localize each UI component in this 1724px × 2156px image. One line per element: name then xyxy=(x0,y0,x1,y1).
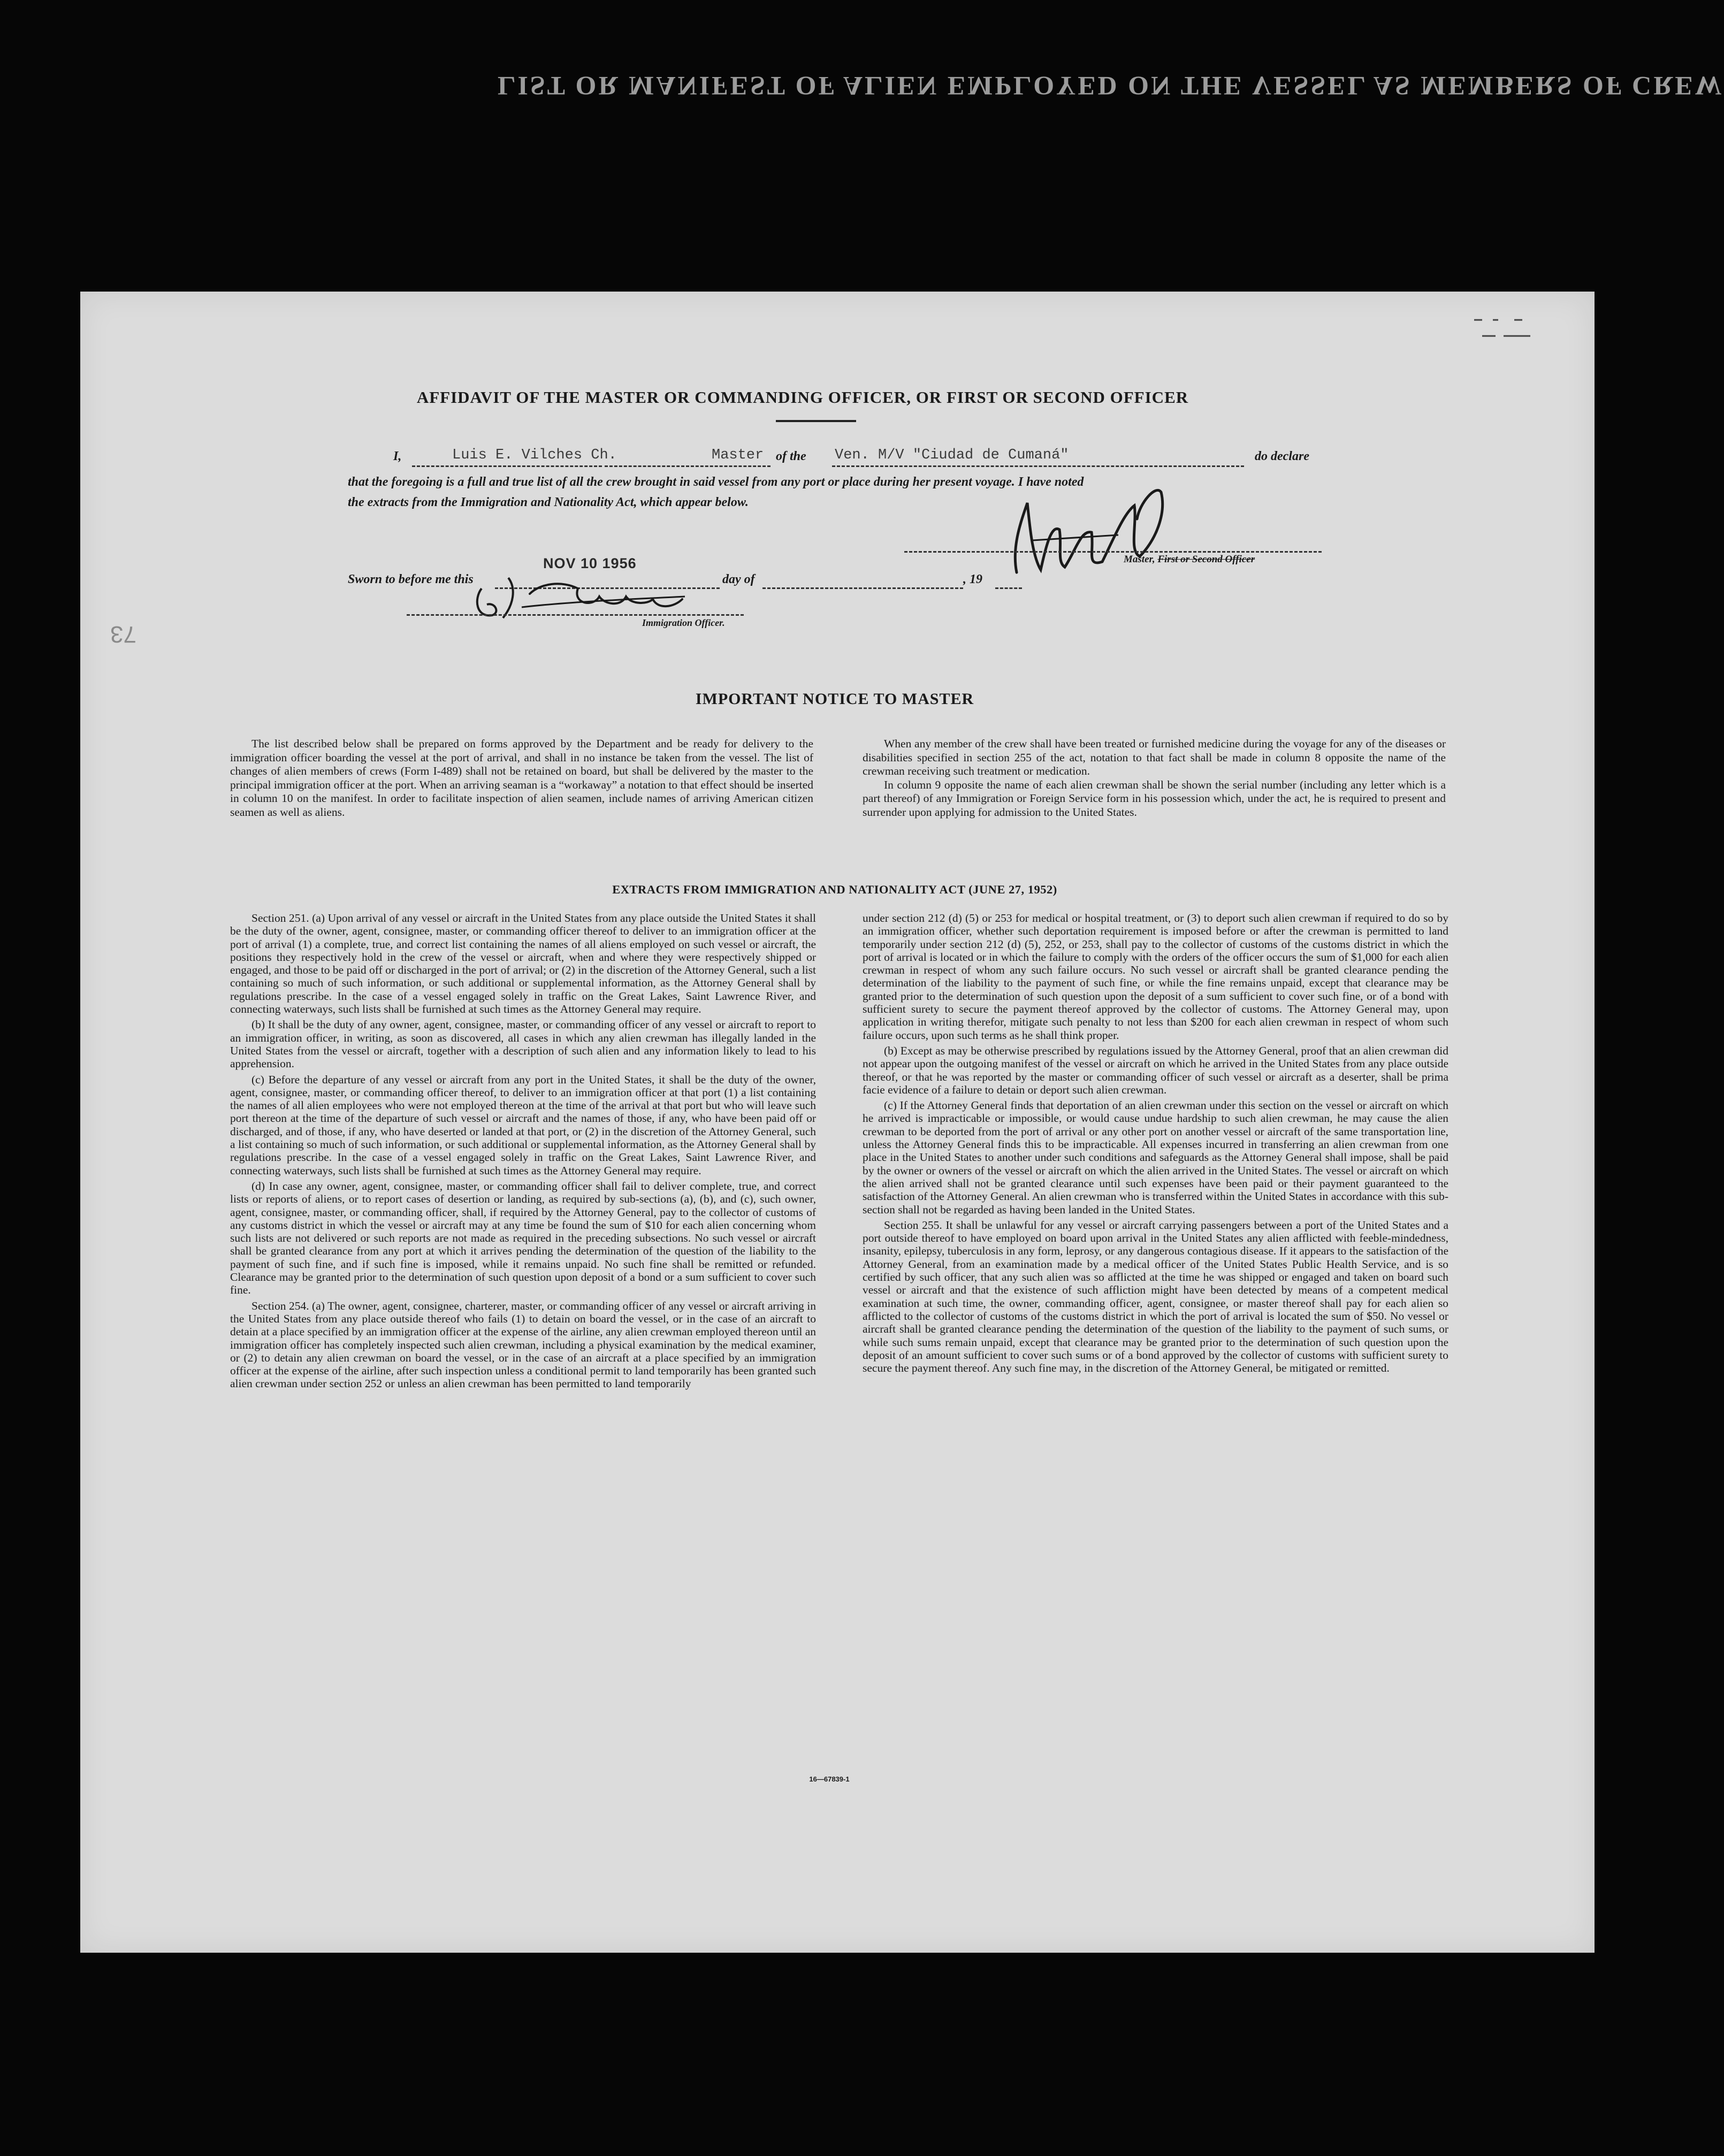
extracts-left-column xyxy=(230,912,816,1757)
statute-paragraph: Section 254. (a) The owner, agent, consignee, charterer, master, or commanding officer of any vessel or aircraft arriving in the United States from any place outside thereof who fails (1) to detain on board the vessel, or in the case of an aircraft to detain at a place specified by an immigration officer at the expense of the airline, any alien crewman employed thereon until an immigration officer has completely inspected such alien crewman, including a physical examination by the medical examiner, or (2) to detain any alien crewman on board the vessel, or in the case of an aircraft at a place specified by an immigration officer at the expense of the airline, after such inspection unless a conditional permit to land temporarily has been granted such alien crewman under section 252 or unless an alien crewman has been permitted to land temporarily xyxy=(230,1299,816,1390)
statement-line-1: that the foregoing is a full and true list of all the crew brought in said vessel from any port or place during her present voyage. I have noted xyxy=(348,475,1084,489)
declare-label: do declare xyxy=(1255,449,1309,463)
notice-left-column xyxy=(230,737,813,819)
master-caption: Master, First or Second Officer xyxy=(1124,554,1255,565)
i-label: I, xyxy=(393,449,402,463)
name-line xyxy=(412,465,602,467)
statement-line-2: the extracts from the Immigration and Nationality Act, which appear below. xyxy=(348,495,749,509)
month-line xyxy=(762,587,963,589)
notice-paragraph: The list described below shall be prepared on forms approved by the Department and be ready for delivery to the immigration officer boarding the vessel at the port of arrival, and shall in no instance be taken from the vessel. The list of changes of alien members of crews (Form I-489) shall not be retained on board, but shall be delivered by the master to the principal immigration officer at the port. When an arriving seaman is a “workaway” a notation to that effect should be inserted in column 10 on the manifest. In order to facilitate inspection of alien seamen, include names of arriving American citizen seamen as well as aliens. xyxy=(230,737,813,819)
sworn-label: Sworn to before me this xyxy=(348,572,474,586)
statute-paragraph: (d) In case any owner, agent, consignee, master, or commanding officer shall fail to deliver complete, true, and correct lists or reports of aliens, or to report cases of desertion or landing, as required by sub-sections (a), (b), and (c), such owner, agent, consignee, master, or commanding officer, shall, if required by the Attorney General, pay to the collector of customs of any customs district in which the vessel or aircraft may at any time be found the sum of $10 for each alien concerning whom such lists are not delivered or such reports are not made as required in the preceding subsections. No such vessel or aircraft shall be granted clearance from any port at which it arrives pending the determination of the question of the liability to the payment of such fine, and if such fine is imposed, while it remains unpaid. No such fine shall be remitted or refunded. Clearance may be granted prior to the determination of such question upon deposit of a bond or a sum sufficient to cover such fine. xyxy=(230,1179,816,1297)
extracts-right-column xyxy=(863,912,1448,1757)
bleed-through-header: LIST OR MANIFEST OF ALIEN EMPLOYED ON THE VESSEL AS MEMBERS OF CREW xyxy=(498,71,1724,101)
master-signature-line xyxy=(904,551,1322,553)
master-name-field: Luis E. Vilches Ch. xyxy=(452,447,617,463)
vessel-line xyxy=(832,465,1244,467)
master-signature xyxy=(1001,481,1193,588)
notice-paragraph: When any member of the crew shall have been treated or furnished medicine during the voyage for any of the diseases or disabilities specified in section 255 of the act, notation to that fact shall be made in column 8 opposite the name of the crewman receiving such treatment or medication. xyxy=(863,737,1446,777)
immigration-officer-caption: Immigration Officer. xyxy=(642,617,725,628)
notice-title: IMPORTANT NOTICE TO MASTER xyxy=(695,690,974,708)
statute-paragraph: (c) Before the departure of any vessel or aircraft from any port in the United States, it shall be the duty of the owner, agent, consignee, master, or commanding officer thereof, to deliver to an immigration officer at that port (1) a list containing the names of all alien employees who were not employed thereon at the time of the arrival at that port but who will leave such port thereon at the time of the departure of such vessel or aircraft and the names of those, if any, who have been paid off or discharged, and of those, if any, who have deserted or landed at that port, or (2) in the discretion of the Attorney General, such a list containing so much of such information, or such additional or supplemental information, as the Attorney General shall by regulations prescribe. In the case of a vessel engaged solely in traffic on the Great Lakes, Saint Lawrence River, and connecting waterways, such lists shall be furnished at such times as the Attorney General may require. xyxy=(230,1073,816,1177)
margin-annotation: 73 xyxy=(110,621,136,647)
affidavit-title: AFFIDAVIT OF THE MASTER OR COMMANDING OFFICER, OR FIRST OR SECOND OFFICER xyxy=(416,388,1189,407)
form-number: 16—67839-1 xyxy=(809,1775,850,1783)
immigration-officer-line xyxy=(407,614,744,616)
statute-paragraph: Section 255. It shall be unlawful for any vessel or aircraft carrying passengers between a port of the United States and a port outside thereof to have employed on board upon arrival in the United States any alien afflicted with feeble-mindedness, insanity, epilepsy, tuberculosis in any form, leprosy, or any dangerous contagious disease. If it appears to the satisfaction of the Attorney General, from an examination made by a medical officer of the United States Public Health Service, and is so certified by such officer, that any such alien was so afflicted at the time he was shipped or engaged and taken on board such vessel or aircraft and that the existence of such affliction might have been detected by means of a competent medical examination at such time, the owner, commanding officer, agent, consignee, or master thereof shall pay for each alien so afflicted to the collector of customs of the customs district in which the port of arrival is located the sum of $50. No vessel or aircraft shall be granted clearance pending the determination of the question of the liability to the payment of such sums, or while such sums remain unpaid, except that clearance may be granted prior to the determination of such question upon the deposit of an amount sufficient to cover such sums or of a bond approved by the collector of customs with sufficient surety to secure the payment thereof. Any such fine may, in the discretion of the Attorney General, be mitigated or remitted. xyxy=(863,1218,1448,1375)
rank-field: Master xyxy=(712,447,764,463)
corner-marks xyxy=(1471,316,1541,342)
of-the-label: of the xyxy=(776,449,806,463)
extracts-title: EXTRACTS FROM IMMIGRATION AND NATIONALITY ACT (JUNE 27, 1952) xyxy=(612,883,1057,896)
statute-paragraph: (b) It shall be the duty of any owner, agent, consignee, master, or commanding officer of any vessel or aircraft to report to an immigration officer, in writing, as soon as discovered, all cases in which any alien crewman has illegally landed in the United States from the vessel or aircraft, together with a description of such alien and any information likely to lead to his apprehension. xyxy=(230,1018,816,1071)
title-rule xyxy=(776,420,856,422)
day-of-label: day of xyxy=(722,572,755,586)
statute-paragraph: (c) If the Attorney General finds that deportation of an alien crewman under this section on the vessel or aircraft on which he arrived is impracticable or impossible, or would cause undue hardship to such alien crewman, he may cause the alien crewman to be deported from the port of arrival or any other port on another vessel or aircraft of the same transportation line, unless the Attorney General finds this to be impracticable. All expenses incurred in transferring an alien crewman from one place in the United States to another under such conditions and safeguards as the Attorney General shall impose, shall be paid by the owner or owners of the vessel or aircraft on which the alien arrived in the United States. The vessel or aircraft on which the alien arrived shall not be granted clearance until such expenses have been paid or their payment guaranteed to the satisfaction of the Attorney General. An alien crewman who is transferred within the United States in accordance with this sub-section shall not be regarded as having been landed in the United States. xyxy=(863,1099,1448,1216)
statute-paragraph: (b) Except as may be otherwise prescribed by regulations issued by the Attorney General, proof that an alien crewman did not appear upon the outgoing manifest of the vessel or aircraft on which he arrived in the United States from any place outside thereof, or that he was reported by the master or commanding officer of such vessel or aircraft as a deserter, shall be prima facie evidence of a failure to detain or deport such alien crewman. xyxy=(863,1044,1448,1096)
notice-paragraph: In column 9 opposite the name of each alien crewman shall be shown the serial number (including any letter which is a part thereof) of any Immigration or Foreign Service form in his possession which, under the act, he is required to present and surrender upon applying for admission to the United States. xyxy=(863,778,1446,819)
date-stamp: NOV 10 1956 xyxy=(543,555,637,571)
statute-paragraph: under section 212 (d) (5) or 253 for medical or hospital treatment, or (3) to deport such alien crewman if required to do so by an immigration officer, whether such deportation requirement is imposed before or after the crewman is permitted to land temporarily under section 212 (d) (5), 252, or 253, shall pay to the collector of customs of the customs district in which the port of arrival is located or in which the failure to comply with the orders of the officer occurs the sum of $1,000 for each alien crewman in respect of whom any such failure occurs. No such vessel or aircraft shall be granted clearance pending the determination of the liability to the payment of such fine, or while the fine remains unpaid, except that clearance may be granted prior to the determination of such question upon the deposit of a sum sufficient to cover such fine, or of a bond with sufficient surety to secure the payment thereof approved by the collector of customs. The Attorney General may, upon application in writing therefor, mitigate such penalty to not less than $200 for each alien crewman in respect of whom such failure occurs, upon such terms as he shall think proper. xyxy=(863,912,1448,1042)
rank-line xyxy=(605,465,771,467)
notice-right-column xyxy=(863,737,1446,819)
year-label: , 19 xyxy=(963,572,982,586)
vessel-field: Ven. M/V "Ciudad de Cumaná" xyxy=(835,447,1069,463)
statute-paragraph: Section 251. (a) Upon arrival of any vessel or aircraft in the United States from any place outside the United States it shall be the duty of the owner, agent, consignee, master, or commanding officer thereof to deliver to an immigration officer at the port of arrival (1) a complete, true, and correct list containing the names of all aliens employed on such vessel or aircraft, the positions they respectively hold in the crew of the vessel or aircraft, when and where they were respectively shipped or engaged, and those to be paid off or discharged in the port of arrival; or (2) in the discretion of the Attorney General, such a list containing so much of such information, or such additional or supplemental information, as the Attorney General shall by regulations prescribe. In the case of a vessel engaged solely in traffic on the Great Lakes, Saint Lawrence River, and connecting waterways, such lists shall be furnished at such times as the Attorney General may require. xyxy=(230,912,816,1016)
year-line xyxy=(995,587,1022,589)
